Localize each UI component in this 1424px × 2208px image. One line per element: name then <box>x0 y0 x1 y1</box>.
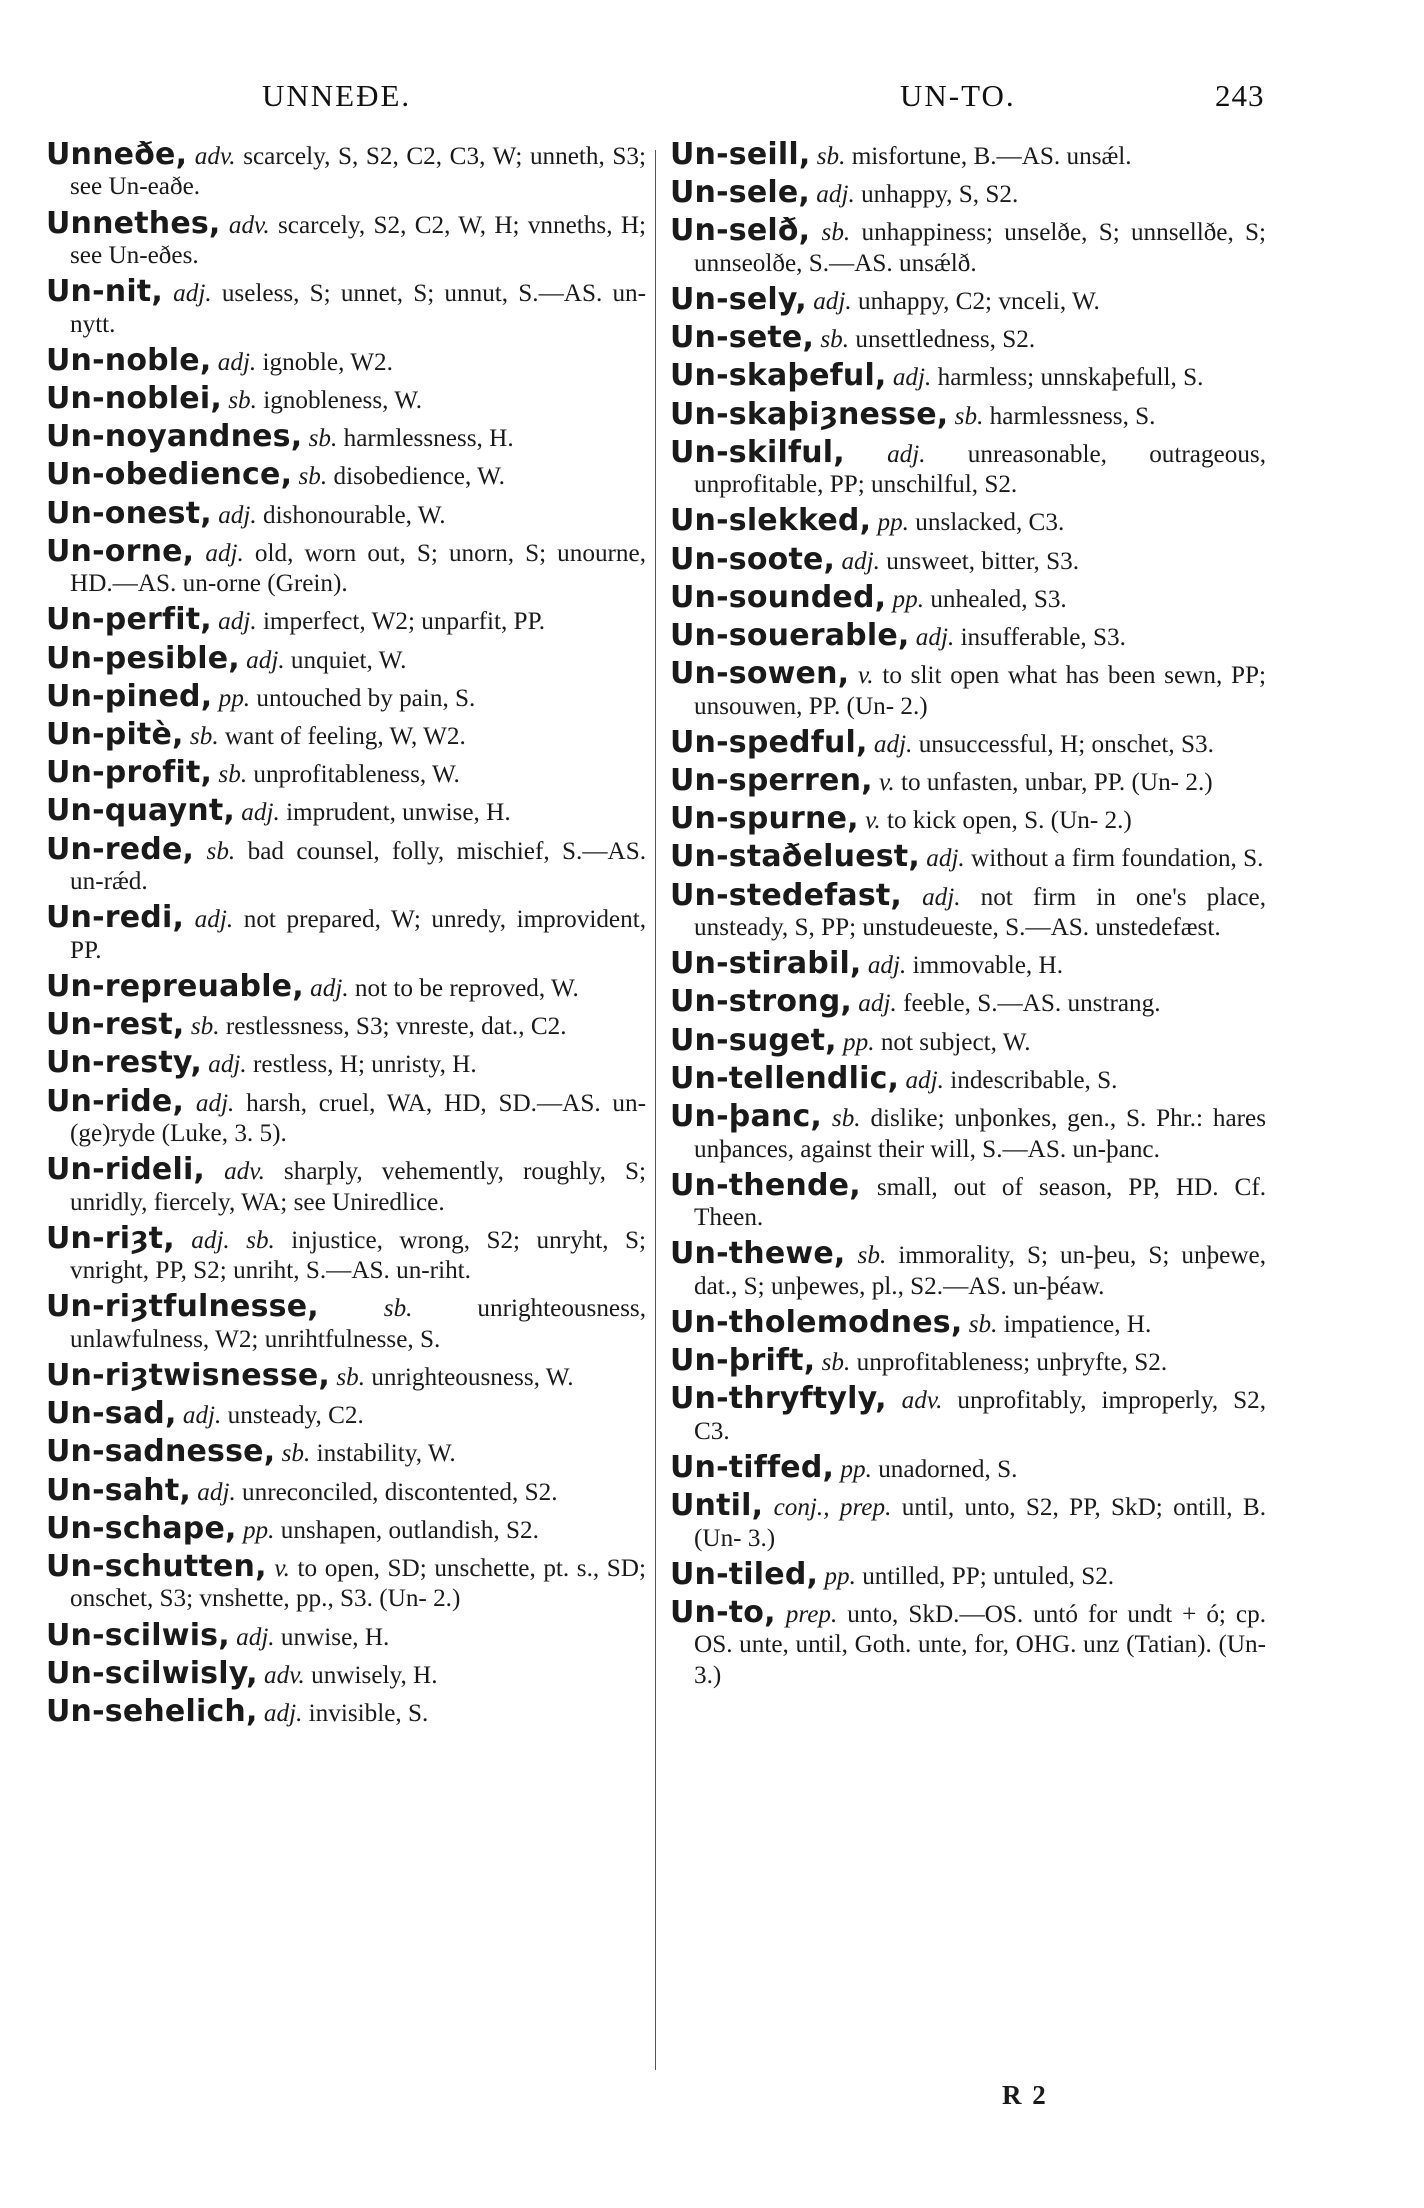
dictionary-entry <box>670 1099 1267 1165</box>
entry-definition: unsuccessful, H; onschet, S3. <box>918 730 1214 758</box>
entry-headword: Un-repreuable, <box>46 968 304 1004</box>
entry-headword: Un-tellendlic, <box>670 1060 900 1096</box>
entry-part-of-speech: v. <box>274 1554 290 1582</box>
dictionary-entry <box>46 1548 646 1615</box>
entry-definition: to kick open, S. (Un- 2.) <box>886 807 1132 835</box>
entry-definition: harmless; unnskaþefull, S. <box>937 364 1204 392</box>
entry-definition: unto, SkD.—OS. untó for undt + ó; cp. OS. unte, until, Goth. unte, for, OHG. unz (Tatian). (Un- 3.) <box>694 1600 1267 1689</box>
entry-part-of-speech: pp. <box>877 509 909 537</box>
entry-headword: Un-tiffed, <box>670 1449 835 1485</box>
entry-headword: Un-sperren, <box>670 763 873 799</box>
entry-definition: dishonourable, W. <box>262 501 446 529</box>
dictionary-entry <box>670 396 1266 432</box>
entry-headword: Un-thewe, <box>670 1236 846 1272</box>
entry-definition: unprofitably, improperly, S2, C3. <box>694 1387 1266 1445</box>
dictionary-entry <box>46 1289 646 1355</box>
entry-definition: unhappy, S, S2. <box>861 181 1019 209</box>
dictionary-entry <box>670 1167 1266 1234</box>
entry-headword: Un-rede, <box>46 831 195 867</box>
entry-definition: unsteady, C2. <box>227 1402 364 1430</box>
dictionary-entry <box>46 678 646 714</box>
entry-part-of-speech: adj. <box>813 288 852 316</box>
dictionary-entry <box>46 419 646 455</box>
entry-part-of-speech: sb. <box>298 463 328 491</box>
entry-headword: Un-sete, <box>670 320 815 356</box>
entry-headword: Un-noyandnes, <box>46 419 303 455</box>
entry-part-of-speech: adj. <box>182 1402 222 1430</box>
entry-headword: Un-sehelich, <box>46 1693 258 1729</box>
dictionary-entry <box>46 900 646 966</box>
entry-headword: Un-saht, <box>46 1472 191 1508</box>
entry-part-of-speech: sb. <box>383 1295 413 1323</box>
entry-headword: Un-profit, <box>46 755 213 791</box>
dictionary-entry <box>46 1220 646 1287</box>
dictionary-entry <box>670 1304 1266 1340</box>
entry-headword: Un-strong, <box>670 984 852 1020</box>
entry-definition: immorality, S; un-þeu, S; unþewe, dat., S; unþewes, pl., S2.—AS. un-þéaw. <box>694 1242 1267 1300</box>
entry-part-of-speech: v. <box>865 807 881 835</box>
dictionary-entry <box>670 541 1266 577</box>
entry-headword: Un-noblei, <box>46 381 222 417</box>
entry-definition: dislike; unþonkes, gen., S. Phr.: hares unþances, against their will, S.—AS. un-þanc. <box>694 1105 1267 1163</box>
entry-definition: unprofitableness, W. <box>253 761 460 789</box>
entry-part-of-speech: adj. <box>236 1623 275 1651</box>
entry-definition: unhealed, S3. <box>930 585 1067 613</box>
entry-headword: Un-scilwisly, <box>46 1655 258 1691</box>
entry-definition: untouched by pain, S. <box>256 684 476 712</box>
dictionary-entry <box>670 137 1266 172</box>
dictionary-entry <box>46 717 646 753</box>
entry-part-of-speech: adv. <box>194 143 236 170</box>
entry-definition: imprudent, unwise, H. <box>286 799 511 827</box>
entry-headword: Un-to, <box>670 1594 776 1630</box>
entry-headword: Un-spurne, <box>670 801 859 837</box>
entry-part-of-speech: pp. <box>242 1516 275 1544</box>
entry-headword: Un-skilful, <box>670 434 845 470</box>
entry-part-of-speech: conj., prep. <box>773 1494 892 1522</box>
entry-definition: not subject, W. <box>880 1028 1031 1056</box>
dictionary-entry <box>46 793 646 829</box>
dictionary-entry <box>46 1083 647 1150</box>
entry-definition: unwisely, H. <box>311 1661 438 1689</box>
entry-part-of-speech: sb. <box>228 387 257 415</box>
entry-definition: unreconciled, discontented, S2. <box>242 1478 558 1506</box>
entry-definition: harmlessness, S. <box>989 402 1156 430</box>
dictionary-entry <box>670 618 1266 654</box>
entry-headword: Un-riȝtfulnesse, <box>46 1289 319 1325</box>
entry-headword: Un-souerable, <box>670 618 910 654</box>
entry-definition: invisible, S. <box>308 1699 429 1727</box>
entry-definition: want of feeling, W, W2. <box>224 723 466 751</box>
entry-definition: to open, SD; unschette, pt. s., SD; onschet, S3; vnshette, pp., S3. (Un- 2.) <box>70 1554 646 1613</box>
entry-part-of-speech: adj. <box>246 646 285 674</box>
entry-part-of-speech: adv. <box>901 1387 943 1415</box>
dictionary-entry <box>670 1236 1267 1302</box>
entry-part-of-speech: adv. <box>228 211 270 239</box>
dictionary-entry <box>46 137 647 203</box>
entry-headword: Un-stedefast, <box>670 877 903 913</box>
dictionary-entry <box>46 755 646 791</box>
entry-definition: unslacked, C3. <box>915 509 1065 537</box>
entry-headword: Un-seill, <box>670 137 811 172</box>
right-column <box>670 137 1267 1697</box>
entry-headword: Un-tholemodnes, <box>670 1304 963 1340</box>
entry-definition: disobedience, W. <box>333 463 505 491</box>
entry-headword: Un-stirabil, <box>670 946 862 982</box>
entry-part-of-speech: adj. <box>892 364 932 392</box>
entry-headword: Un-sele, <box>670 175 810 211</box>
entry-headword: Un-þrift, <box>670 1343 816 1379</box>
entry-part-of-speech: adj. <box>915 624 955 652</box>
entry-headword: Un-nit, <box>46 274 163 310</box>
entry-definition: not to be reproved, W. <box>354 974 579 1002</box>
dictionary-entry <box>670 213 1267 279</box>
entry-headword: Un-thryftyly, <box>670 1381 887 1417</box>
dictionary-entry <box>670 877 1267 944</box>
entry-headword: Un-orne, <box>46 533 195 569</box>
dictionary-entry <box>46 1510 646 1546</box>
entry-part-of-speech: v. <box>879 769 895 797</box>
entry-headword: Un-riȝtwisnesse, <box>46 1357 331 1393</box>
entry-part-of-speech: sb. <box>968 1310 998 1338</box>
entry-part-of-speech: adj. <box>905 1066 944 1094</box>
entry-headword: Un-tiled, <box>670 1556 819 1592</box>
entry-part-of-speech: sb. <box>336 1363 366 1391</box>
entry-part-of-speech: sb. <box>857 1242 887 1270</box>
entry-definition: restless, H; unristy, H. <box>253 1051 477 1079</box>
entry-headword: Un-sounded, <box>670 579 887 615</box>
entry-definition: not firm in one's place, unsteady, S, PP; unstudeueste, S.—AS. unstedefæst. <box>694 883 1267 942</box>
entry-headword: Un-obedience, <box>46 457 293 493</box>
entry-headword: Un-sadnesse, <box>46 1434 276 1470</box>
entry-headword: Un-spedful, <box>670 724 868 760</box>
entry-definition: harsh, cruel, WA, HD, SD.—AS. un-(ge)ryde (Luke, 3. 5). <box>70 1089 647 1147</box>
entry-part-of-speech: sb. <box>821 219 851 247</box>
dictionary-entry <box>670 1022 1266 1058</box>
entry-part-of-speech: adj. <box>218 501 257 529</box>
entry-definition: small, out of season, PP, HD. Cf. Theen. <box>694 1173 1266 1232</box>
entry-headword: Un-schape, <box>46 1510 237 1546</box>
entry-definition: feeble, S.—AS. unstrang. <box>903 990 1161 1018</box>
entry-definition: misfortune, B.—AS. unsǽl. <box>851 143 1132 170</box>
entry-definition: untilled, PP; untuled, S2. <box>862 1562 1115 1590</box>
entry-definition: indescribable, S. <box>950 1066 1118 1094</box>
entry-definition: useless, S; unnet, S; unnut, S.—AS. un-nytt. <box>70 280 647 338</box>
entry-headword: Un-skaþeful, <box>670 358 887 394</box>
entry-headword: Un-pesible, <box>46 640 240 676</box>
dictionary-entry <box>670 946 1266 982</box>
entry-definition: injustice, wrong, S2; unryht, S; vnright, PP, S2; unriht, S.—AS. un-riht. <box>70 1226 646 1285</box>
entry-definition: immovable, H. <box>912 952 1064 980</box>
entry-part-of-speech: adj. <box>858 990 897 1018</box>
dictionary-entry <box>46 1357 646 1393</box>
entry-headword: Un-schutten, <box>46 1548 267 1584</box>
entry-definition: unquiet, W. <box>290 646 407 674</box>
entry-part-of-speech: adj. <box>195 1089 235 1117</box>
entry-part-of-speech: sb. <box>954 402 984 430</box>
entry-part-of-speech: adj. sb. <box>191 1226 275 1254</box>
entry-part-of-speech: adj. <box>173 280 212 308</box>
entry-part-of-speech: sb. <box>816 143 846 170</box>
entry-definition: without a firm foundation, S. <box>971 845 1264 873</box>
entry-headword: Unnethes, <box>46 205 221 241</box>
dictionary-entry <box>46 602 646 638</box>
entry-part-of-speech: pp. <box>843 1028 875 1056</box>
entry-part-of-speech: adj. <box>841 547 880 575</box>
entry-part-of-speech: sb. <box>281 1440 311 1468</box>
entry-part-of-speech: adj. <box>205 539 244 567</box>
entry-definition: sharply, vehemently, roughly, S; unridly, fiercely, WA; see Uniredlice. <box>70 1158 647 1216</box>
entry-part-of-speech: sb. <box>190 1013 220 1041</box>
entry-headword: Un-selð, <box>670 213 811 249</box>
entry-definition: to unfasten, unbar, PP. (Un- 2.) <box>900 769 1213 797</box>
signature-mark: R 2 <box>1002 2080 1048 2110</box>
entry-definition: not prepared, W; unredy, improvident, PP. <box>70 906 646 964</box>
entry-definition: scarcely, S2, C2, W, H; vnneths, H; see Un-eðes. <box>70 211 647 270</box>
entry-part-of-speech: pp. <box>218 684 251 712</box>
entry-definition: unsettledness, S2. <box>855 326 1036 354</box>
entry-part-of-speech: pp. <box>840 1455 872 1483</box>
dictionary-entry <box>670 1381 1266 1447</box>
dictionary-entry <box>670 503 1266 539</box>
entry-headword: Un-noble, <box>46 342 212 378</box>
entry-definition: unshapen, outlandish, S2. <box>280 1516 539 1544</box>
entry-definition: unhappiness; unselðe, S; unnsellðe, S; unnseolðe, S.—AS. unsǽlð. <box>694 219 1267 277</box>
entry-part-of-speech: adj. <box>310 974 349 1002</box>
dictionary-entry <box>670 763 1266 799</box>
entry-definition: scarcely, S, S2, C2, C3, W; unneth, S3; see Un-eaðe. <box>70 143 647 201</box>
running-head-left: UNNEÐE. <box>262 78 412 113</box>
entry-part-of-speech: sb. <box>308 425 338 453</box>
dictionary-entry <box>46 968 646 1004</box>
dictionary-entry <box>670 579 1266 615</box>
entry-part-of-speech: sb. <box>831 1105 861 1133</box>
dictionary-entry <box>46 1396 646 1432</box>
entry-part-of-speech: adj. <box>887 440 926 468</box>
entry-part-of-speech: adj. <box>867 952 907 980</box>
dictionary-entry <box>670 984 1266 1020</box>
entry-headword: Un-skaþiȝnesse, <box>670 396 949 432</box>
column-divider <box>655 150 656 2070</box>
entry-definition: unreasonable, outrageous, unprofitable, PP; unschilful, S2. <box>694 440 1267 499</box>
entry-definition: ignoble, W2. <box>262 348 393 376</box>
entry-headword: Un-ride, <box>46 1083 185 1119</box>
entry-part-of-speech: prep. <box>785 1600 838 1628</box>
entry-definition: impatience, H. <box>1003 1310 1152 1338</box>
entry-headword: Un-onest, <box>46 495 212 531</box>
entry-headword: Un-suget, <box>670 1022 837 1058</box>
entry-headword: Un-perfit, <box>46 602 212 638</box>
entry-part-of-speech: adv. <box>224 1158 265 1186</box>
dictionary-entry <box>670 1449 1266 1485</box>
dictionary-entry <box>46 495 646 531</box>
dictionary-entry <box>670 1060 1266 1096</box>
entry-headword: Un-rideli, <box>46 1152 206 1188</box>
dictionary-entry <box>670 358 1266 394</box>
dictionary-entry <box>670 175 1266 211</box>
entry-headword: Un-riȝt, <box>46 1220 175 1256</box>
entry-headword: Un-scilwis, <box>46 1617 230 1653</box>
left-column <box>46 137 647 1735</box>
entry-part-of-speech: adj. <box>816 181 855 209</box>
entry-part-of-speech: sb. <box>821 1349 851 1377</box>
entry-part-of-speech: adj. <box>194 906 234 934</box>
entry-part-of-speech: sb. <box>206 837 236 865</box>
entry-part-of-speech: adj. <box>218 608 257 636</box>
dictionary-entry <box>46 1617 646 1653</box>
entry-headword: Un-resty, <box>46 1045 202 1081</box>
dictionary-entry <box>670 839 1266 875</box>
entry-headword: Un-sad, <box>46 1396 177 1432</box>
entry-definition: imperfect, W2; unparfit, PP. <box>262 608 546 636</box>
dictionary-entry <box>46 1693 646 1729</box>
dictionary-entry <box>670 724 1266 760</box>
entry-part-of-speech: adj. <box>922 883 961 911</box>
entry-definition: until, unto, S2, PP, SkD; ontill, B. (Un- 3.) <box>694 1494 1267 1552</box>
dictionary-entry <box>46 274 647 340</box>
entry-definition: bad counsel, folly, mischief, S.—AS. un-rǽd. <box>70 837 647 896</box>
entry-part-of-speech: sb. <box>218 761 248 789</box>
page-number: 243 <box>1215 78 1265 113</box>
entry-definition: unadorned, S. <box>878 1455 1018 1483</box>
entry-part-of-speech: adj. <box>263 1699 303 1727</box>
entry-definition: unwise, H. <box>280 1623 390 1651</box>
entry-definition: ignobleness, W. <box>263 387 423 415</box>
dictionary-entry <box>46 342 646 378</box>
entry-headword: Un-þanc, <box>670 1099 823 1135</box>
entry-definition: unhappy, C2; vnceli, W. <box>857 288 1100 316</box>
entry-headword: Un-rest, <box>46 1007 185 1043</box>
entry-part-of-speech: adj. <box>873 730 913 758</box>
entry-part-of-speech: sb. <box>820 326 850 354</box>
entry-definition: insufferable, S3. <box>960 624 1126 652</box>
entry-definition: unprofitableness; unþryfte, S2. <box>856 1349 1168 1377</box>
dictionary-entry <box>670 656 1266 722</box>
entry-headword: Un-quaynt, <box>46 793 235 829</box>
entry-headword: Until, <box>670 1488 764 1524</box>
entry-headword: Un-pitè, <box>46 717 184 753</box>
entry-headword: Un-slekked, <box>670 503 872 539</box>
dictionary-entry <box>46 1655 646 1691</box>
entry-part-of-speech: adj. <box>926 845 965 873</box>
entry-headword: Un-thende, <box>670 1167 861 1203</box>
entry-definition: harmlessness, H. <box>343 425 514 453</box>
entry-headword: Un-pined, <box>46 678 213 714</box>
dictionary-entry <box>46 381 646 417</box>
entry-definition: unsweet, bitter, S3. <box>886 547 1079 575</box>
dictionary-entry <box>670 1488 1267 1554</box>
entry-part-of-speech: adj. <box>208 1051 247 1079</box>
dictionary-entry <box>670 1594 1267 1691</box>
dictionary-entry <box>46 831 647 898</box>
entry-definition: restlessness, S3; vnreste, dat., C2. <box>225 1013 567 1041</box>
entry-part-of-speech: sb. <box>189 723 219 751</box>
entry-definition: unrighteousness, W. <box>371 1363 574 1391</box>
dictionary-entry <box>670 320 1266 356</box>
entry-headword: Un-soote, <box>670 541 836 577</box>
entry-headword: Un-redi, <box>46 900 185 936</box>
dictionary-entry <box>46 640 646 676</box>
dictionary-entry <box>46 1472 646 1508</box>
dictionary-entry <box>46 533 647 600</box>
dictionary-entry <box>46 1045 646 1081</box>
entry-part-of-speech: pp. <box>892 585 925 613</box>
dictionary-entry <box>670 1556 1266 1592</box>
entry-headword: Un-sowen, <box>670 656 850 692</box>
entry-headword: Un-sely, <box>670 282 807 318</box>
entry-definition: to slit open what has been sewn, PP; unsouwen, PP. (Un- 2.) <box>694 662 1266 720</box>
dictionary-entry <box>46 1007 646 1043</box>
entry-headword: Un-staðeluest, <box>670 839 920 875</box>
entry-part-of-speech: adj. <box>241 799 280 827</box>
running-head-right: UN-TO. <box>900 78 1016 113</box>
dictionary-entry <box>46 457 646 493</box>
dictionary-entry <box>46 1152 647 1218</box>
dictionary-entry <box>670 282 1266 318</box>
entry-headword: Unneðe, <box>46 137 188 172</box>
entry-definition: instability, W. <box>316 1440 456 1468</box>
dictionary-entry <box>670 434 1267 501</box>
entry-part-of-speech: adv. <box>264 1661 305 1689</box>
entry-part-of-speech: v. <box>858 662 874 690</box>
dictionary-entry <box>46 1434 646 1470</box>
entry-definition: unrighteousness, unlawfulness, W2; unrihtfulnesse, S. <box>70 1295 646 1353</box>
dictionary-entry <box>670 1343 1266 1379</box>
entry-part-of-speech: pp. <box>824 1562 856 1590</box>
entry-part-of-speech: adj. <box>217 348 257 376</box>
entry-definition: old, worn out, S; unorn, S; unourne, HD.—AS. un-orne (Grein). <box>70 539 647 598</box>
entry-part-of-speech: adj. <box>197 1478 236 1506</box>
dictionary-entry <box>46 205 647 272</box>
dictionary-entry <box>670 801 1266 837</box>
